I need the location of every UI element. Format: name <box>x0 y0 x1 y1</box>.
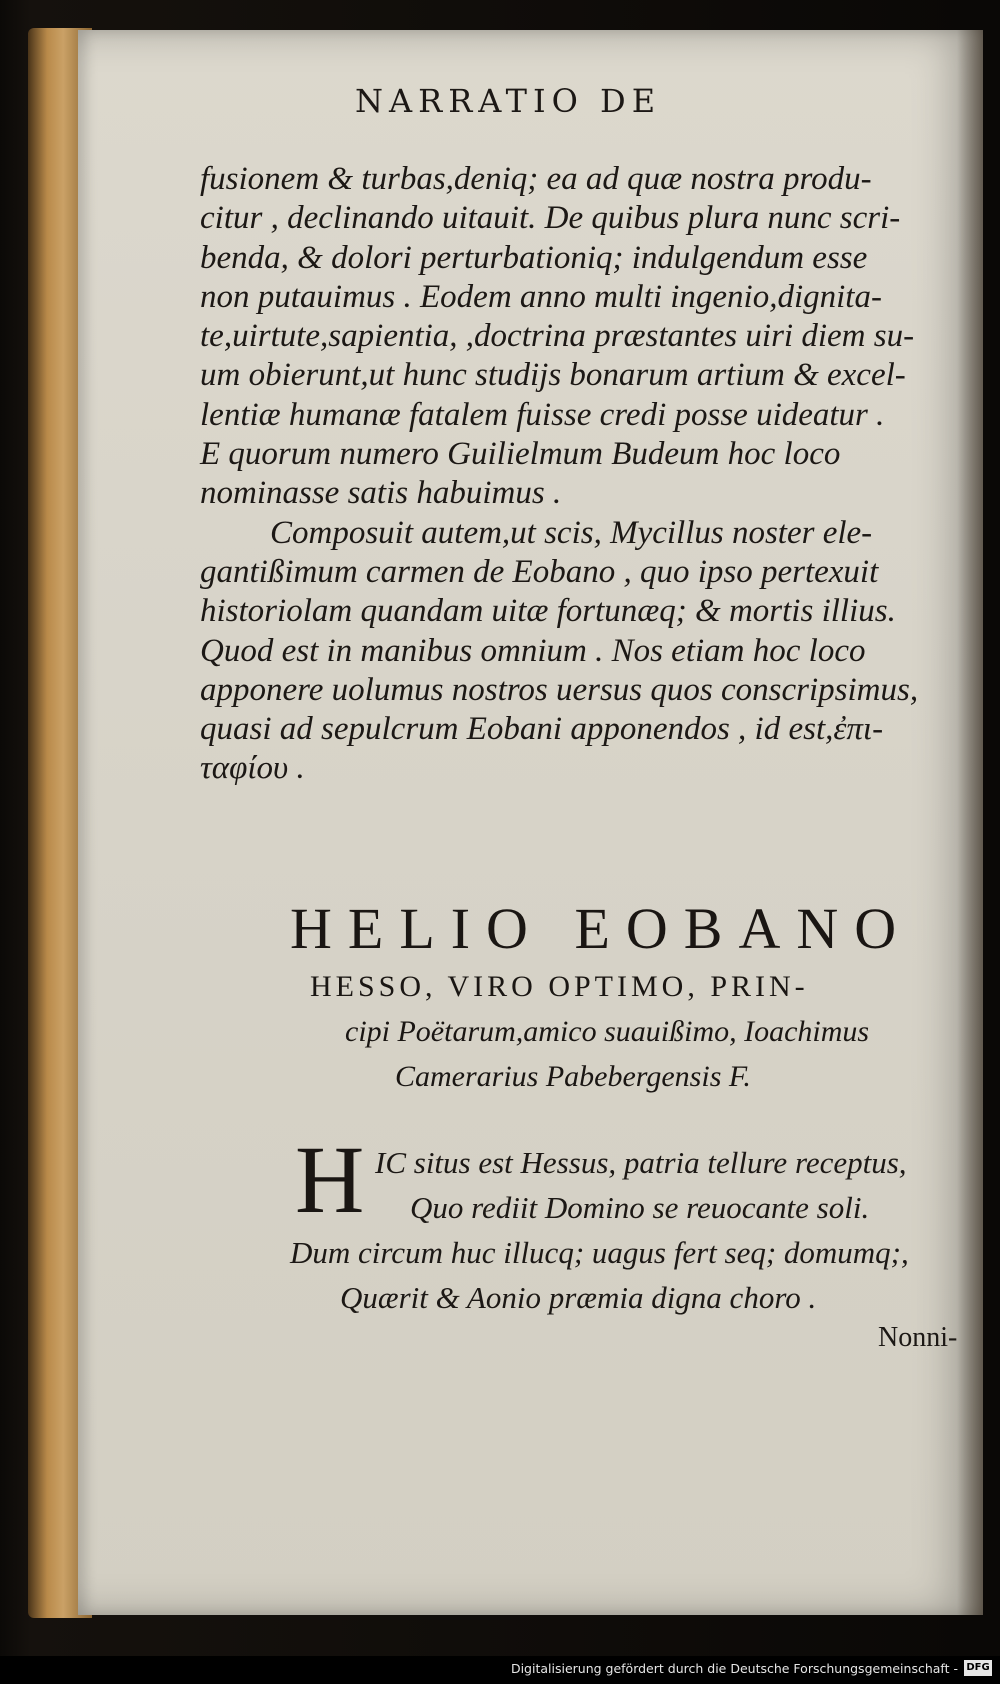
epitaph-subtitle-line-2: cipi Poëtarum,amico suauißimo, Ioachimus <box>345 1015 870 1048</box>
body-line: E quorum numero Guilielmum Budeum hoc loco <box>200 436 841 473</box>
poem-line: Quo rediit Domino se reuocante soli. <box>410 1190 870 1225</box>
body-line: citur , declinando uitauit. De quibus plura nunc scri- <box>200 200 901 237</box>
epitaph-title: HELIO EOBANO <box>290 896 913 961</box>
poem-line: Quærit & Aonio præmia digna choro . <box>340 1280 817 1315</box>
epitaph-subtitle-line-1: HESSO, VIRO OPTIMO, PRIN- <box>310 970 809 1003</box>
body-line: historiolam quandam uitæ fortunæq; & mortis illius. <box>200 593 896 630</box>
body-line: gantißimum carmen de Eobano , quo ipso pertexuit <box>200 553 879 590</box>
drop-capital: H <box>295 1126 365 1233</box>
poem-line: IC situs est Hessus, patria tellure receptus, <box>375 1145 907 1180</box>
body-line: um obierunt,ut hunc studijs bonarum artium & excel- <box>200 357 906 394</box>
body-line: nominasse satis habuimus . <box>200 475 562 512</box>
running-header: NARRATIO DE <box>355 82 662 120</box>
epitaph-subtitle-line-3: Camerarius Pabebergensis F. <box>395 1060 751 1093</box>
poem-line: Dum circum huc illucq; uagus fert seq; domumq;, <box>290 1235 909 1270</box>
body-line: Composuit autem,ut scis, Mycillus noster ele- <box>270 514 873 551</box>
footer-bar <box>0 1656 1000 1684</box>
body-line: quasi ad sepulcrum Eobani apponendos , id est,ἐπι- <box>200 711 884 748</box>
catchword: Nonni- <box>878 1322 958 1353</box>
funding-notice: Digitalisierung gefördert durch die Deutsche Forschungsgemeinschaft - <box>510 1661 958 1676</box>
dfg-logo: DFG <box>964 1660 992 1676</box>
body-line: non putauimus . Eodem anno multi ingenio,dignita- <box>200 278 882 315</box>
body-text <box>200 160 960 789</box>
body-line: apponere uolumus nostros uersus quos conscripsimus, <box>200 671 919 708</box>
body-line: te,uirtute,sapientia, ,doctrina præstantes uiri diem su- <box>200 318 915 355</box>
body-line: lentiæ humanæ fatalem fuisse credi posse uideatur . <box>200 396 885 433</box>
body-line: Quod est in manibus omnium . Nos etiam hoc loco <box>200 632 866 669</box>
body-line: fusionem & turbas,deniq; ea ad quæ nostra produ- <box>200 161 872 197</box>
body-line: ταφίου . <box>200 750 305 787</box>
body-line: benda, & dolori perturbationiq; indulgendum esse <box>200 239 868 276</box>
